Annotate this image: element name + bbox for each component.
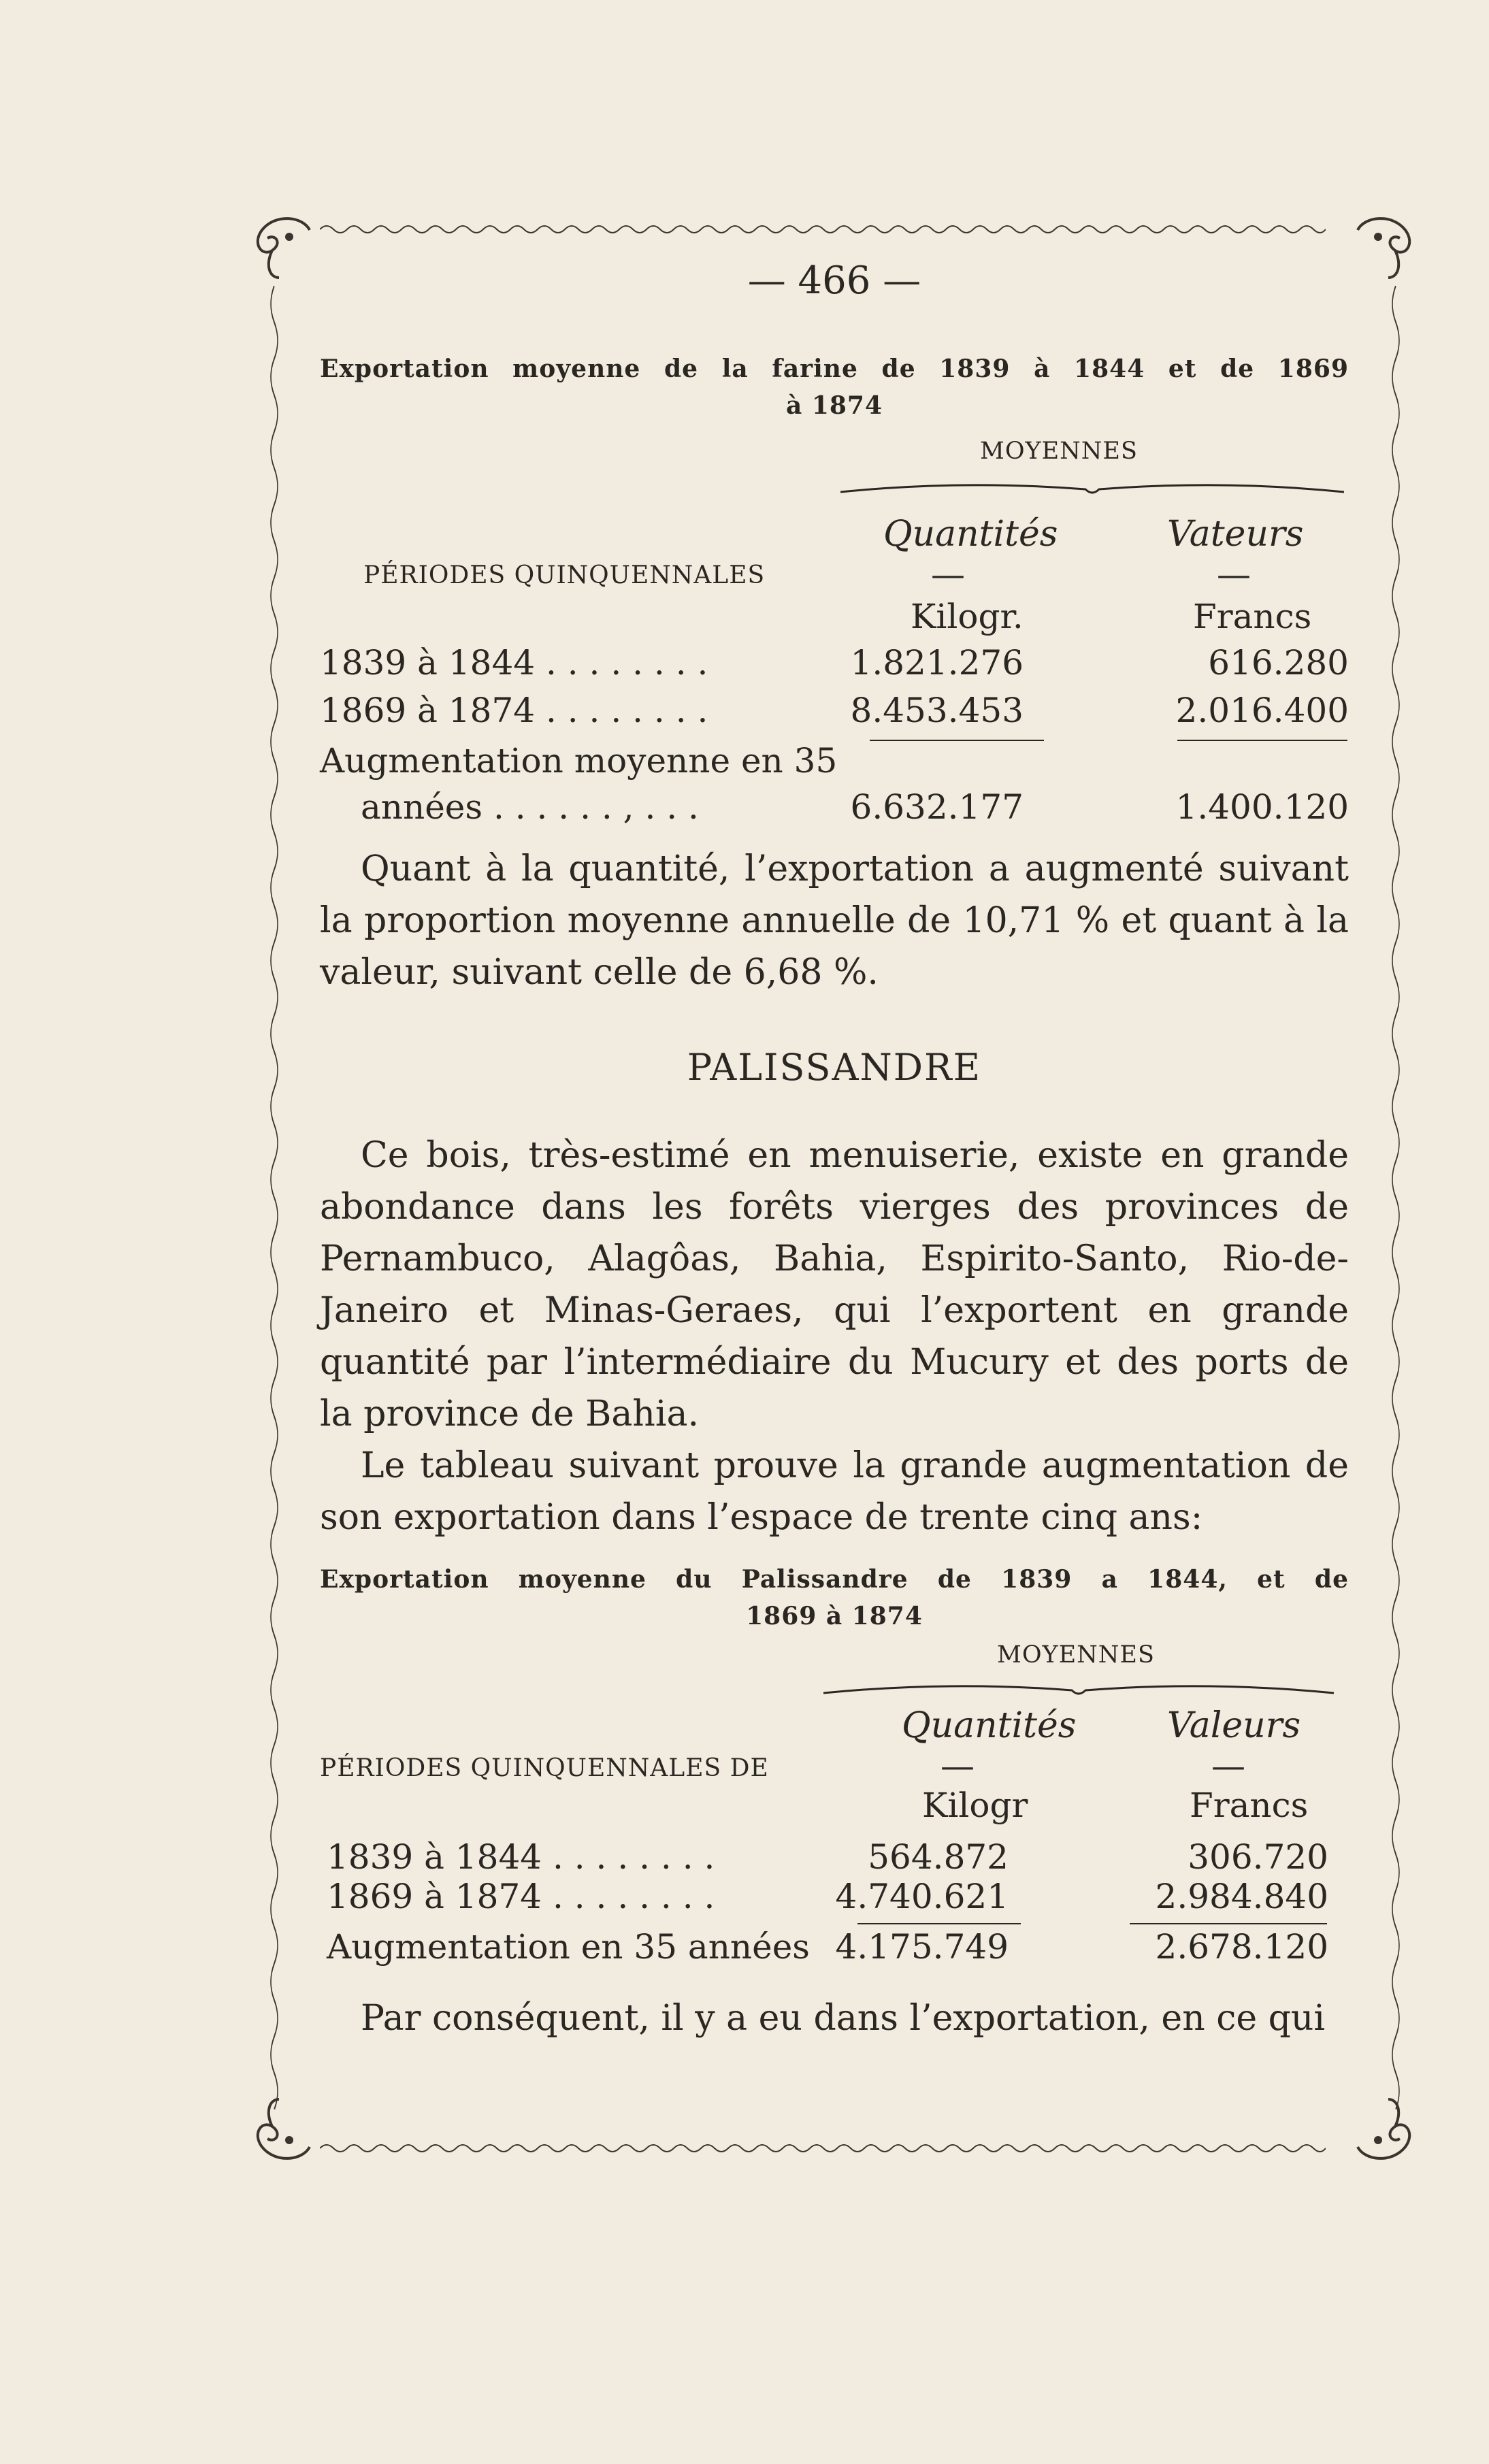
table1 xyxy=(320,515,1349,835)
table1-caption-line1: Exportation moyenne de la farine de 1839 à 1844 et de 1869 xyxy=(320,355,1349,383)
table1-row-label: 1869 à 1874 . . . . . . . . xyxy=(320,691,708,730)
table1-row-label: 1839 à 1844 . . . . . . . . xyxy=(320,643,708,683)
corner-flourish-icon xyxy=(1344,2092,1419,2167)
table2-total-label: Augmentation en 35 années xyxy=(327,1927,810,1967)
table2 xyxy=(320,1707,1349,1992)
table2-total-quantity: 4.175.749 xyxy=(835,1927,1009,1967)
table1-row-quantity: 8.453.453 xyxy=(850,691,1024,730)
moyennes-label: MOYENNES xyxy=(997,1641,1155,1669)
table2-row-label: 1839 à 1844 . . . . . . . . xyxy=(327,1837,715,1877)
table1-col-quantites: Quantités xyxy=(883,514,1058,555)
table1-row-value: 2.016.400 xyxy=(1175,691,1349,730)
ornamental-bottom-border xyxy=(320,2138,1326,2158)
table1-total-value: 1.400.120 xyxy=(1175,787,1349,827)
table2-row-value: 306.720 xyxy=(1188,1837,1328,1877)
table2-col-quantites: Quantités xyxy=(902,1705,1077,1746)
paragraph: Ce bois, très-estimé en menuiserie, existe en grande abondance dans les forêts vierges des provinces de Pernambuco, Alagôas, Bahia, Espirito-Santo, Rio-de-Janeiro et Minas-Geraes, qui l’exportent en grande quantité par l’intermédiaire du Mucury et des ports de la province de Bahia. xyxy=(320,1135,1349,1434)
table2-sum-rule xyxy=(1130,1923,1327,1924)
table2-moyennes-header xyxy=(320,1639,1349,1707)
ornamental-right-border xyxy=(1386,286,1406,2109)
section-title: PALISSANDRE xyxy=(687,1046,982,1089)
table2-total-value: 2.678.120 xyxy=(1155,1927,1328,1967)
table1-total-label: Augmentation moyenne en 35 xyxy=(320,741,838,781)
brace-icon xyxy=(840,476,1344,499)
corner-flourish-icon xyxy=(248,210,323,284)
table1-unit-francs: Francs xyxy=(1193,597,1312,636)
table1-total-quantity: 6.632.177 xyxy=(850,787,1024,827)
table2-row-quantity: 4.740.621 xyxy=(835,1877,1009,1916)
table2-unit-kilogr: Kilogr xyxy=(922,1786,1028,1825)
paragraph: Par conséquent, il y a eu dans l’exportation, en ce qui xyxy=(361,1998,1326,2039)
table2-caption-line1: Exportation moyenne du Palissandre de 1839 a 1844, et de xyxy=(320,1565,1349,1594)
table1-unit-kilogr: Kilogr. xyxy=(911,597,1024,636)
table2-unit-francs: Francs xyxy=(1190,1786,1309,1825)
table2-sum-rule xyxy=(857,1923,1021,1924)
table1-periods-label: PÉRIODES QUINQUENNALES xyxy=(363,561,766,589)
table1-sum-rule xyxy=(870,740,1044,741)
ornamental-top-border xyxy=(320,219,1326,240)
table2-dash: — xyxy=(1211,1746,1245,1786)
corner-flourish-icon xyxy=(248,2092,323,2167)
table1-caption-line2: à 1874 xyxy=(785,391,883,420)
table1-sum-rule xyxy=(1177,740,1347,741)
paragraph: Le tableau suivant prouve la grande augmentation de son exportation dans l’espace de trente cinq ans: xyxy=(320,1445,1349,1538)
table2-row-value: 2.984.840 xyxy=(1155,1877,1328,1916)
table2-caption-line2: 1869 à 1874 xyxy=(746,1602,923,1630)
table2-dash: — xyxy=(940,1746,975,1786)
brace-icon xyxy=(823,1677,1334,1700)
ornamental-left-border xyxy=(264,286,284,2109)
table1-dash: — xyxy=(1217,555,1251,594)
table1-moyennes-header xyxy=(320,433,1349,515)
table1-caption xyxy=(320,350,1349,424)
moyennes-label: MOYENNES xyxy=(980,438,1138,465)
table1-col-valeurs: Vateurs xyxy=(1167,514,1304,555)
table2-caption xyxy=(320,1561,1349,1635)
table2-row-label: 1869 à 1874 . . . . . . . . xyxy=(327,1877,715,1916)
paragraph: Quant à la quantité, l’exportation a augmenté suivant la proportion moyenne annuelle de 10,71 % et quant à la valeur, suivant celle de 6,68 %. xyxy=(320,849,1349,993)
table2-row-quantity: 564.872 xyxy=(868,1837,1009,1877)
page-number: — 466 — xyxy=(747,259,921,303)
table1-dash: — xyxy=(931,555,965,594)
table1-row-value: 616.280 xyxy=(1208,643,1349,683)
table1-total-label: années . . . . . . , . . . xyxy=(361,787,699,827)
page-content xyxy=(320,259,1349,2044)
table2-periods-label: PÉRIODES QUINQUENNALES DE xyxy=(320,1754,769,1782)
corner-flourish-icon xyxy=(1344,210,1419,284)
table2-col-valeurs: Valeurs xyxy=(1167,1705,1301,1746)
table1-row-quantity: 1.821.276 xyxy=(850,643,1024,683)
